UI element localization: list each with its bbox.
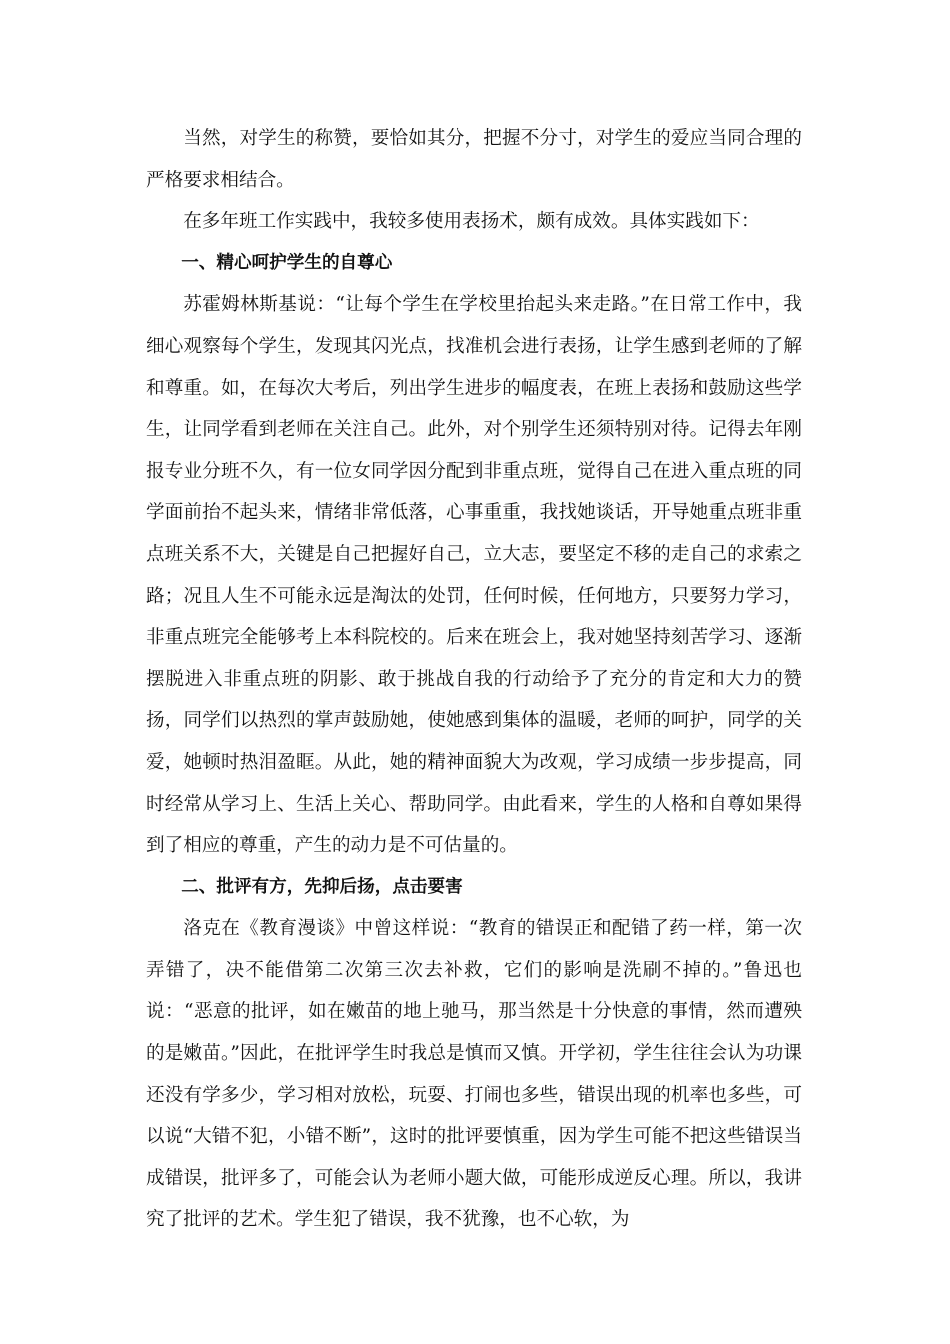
section-heading-criticism: 二、批评有方，先抑后扬，点击要害: [181, 876, 463, 897]
document-body: [146, 118, 802, 1241]
section-heading-self-esteem: 一、精心呵护学生的自尊心: [181, 252, 393, 273]
paragraph-practice-intro: 在多年班工作实践中，我较多使用表扬术，颇有成效。具体实践如下：: [183, 211, 760, 233]
paragraph-criticism: 洛克在《教育漫谈》中曾这样说：“教育的错误正和配错了药一样，第一次弄错了，决不能借第二次第三次去补救，它们的影响是洗刷不掉的。”鲁迅也说：“恶意的批评，如在嫩苗的地上驰马，那当然是十分快意的事情，然而遭殃的是嫩苗。”因此，在批评学生时我总是慎而又慎。开学初，学生往往会认为功课还没有学多少，学习相对放松，玩耍、打闹也多些，错误出现的机率也多些，可以说“大错不犯，小错不断”，这时的批评要慎重，因为学生可能不把这些错误当成错误，批评多了，可能会认为老师小题大做，可能形成逆反心理。所以，我讲究了批评的艺术。学生犯了错误，我不犹豫，也不心软，为: [146, 918, 802, 1231]
paragraph-self-esteem: 苏霍姆林斯基说：“让每个学生在学校里抬起头来走路。”在日常工作中，我细心观察每个学生，发现其闪光点，找准机会进行表扬，让学生感到老师的了解和尊重。如，在每次大考后，列出学生进步的幅度表，在班上表扬和鼓励这些学生，让同学看到老师在关注自己。此外，对个别学生还须特别对待。记得去年刚报专业分班不久，有一位女同学因分配到非重点班，觉得自己在进入重点班的同学面前抬不起头来，情绪非常低落，心事重重，我找她谈话，开导她重点班非重点班关系不大，关键是自己把握好自己，立大志，要坚定不移的走自己的求索之路；况且人生不可能永远是淘汰的处罚，任何时候，任何地方，只要努力学习，非重点班完全能够考上本科院校的。后来在班会上，我对她坚持刻苦学习、逐渐摆脱进入非重点班的阴影、敢于挑战自我的行动给予了充分的肯定和大力的赞扬，同学们以热烈的掌声鼓励她，使她感到集体的温暖，老师的呵护，同学的关爱，她顿时热泪盈眶。从此，她的精神面貌大为改观，学习成绩一步步提高，同时经常从学习上、生活上关心、帮助同学。由此看来，学生的人格和自尊如果得到了相应的尊重，产生的动力是不可估量的。: [146, 294, 802, 857]
paragraph-praise-balance: 当然，对学生的称赞，要恰如其分，把握不分寸，对学生的爱应当同合理的严格要求相结合。: [146, 128, 802, 191]
